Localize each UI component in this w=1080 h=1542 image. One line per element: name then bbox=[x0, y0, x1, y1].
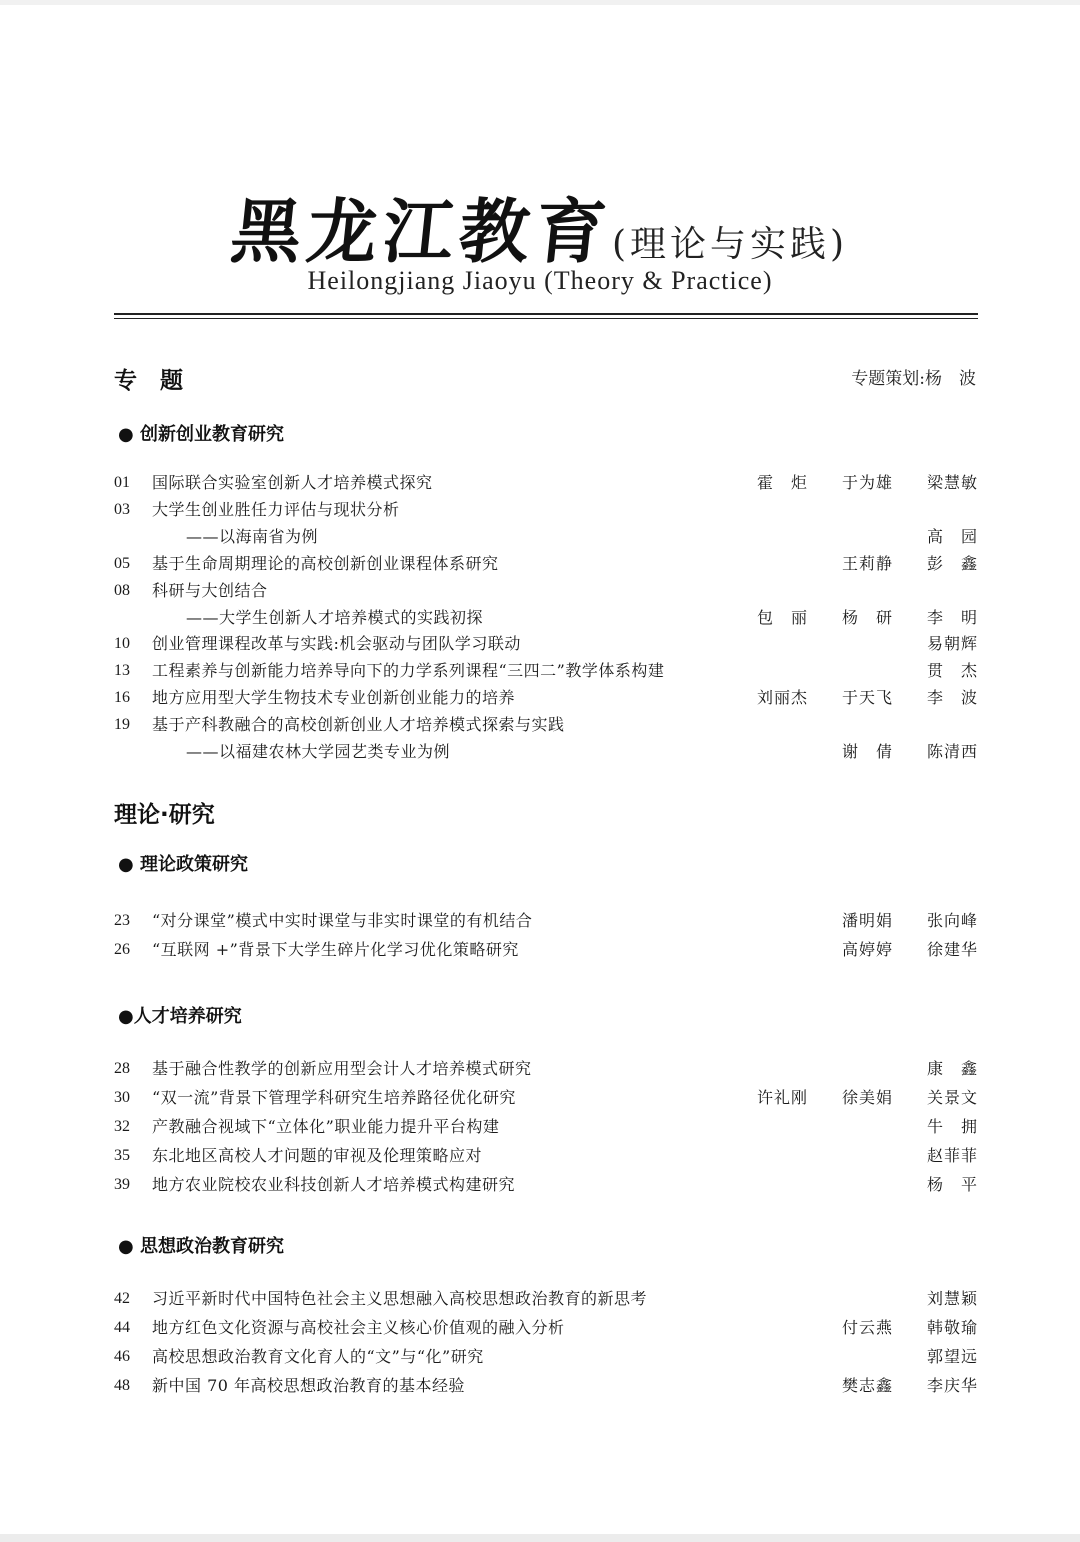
article-authors: 康 鑫 bbox=[926, 1059, 978, 1078]
article-title: 基于融合性教学的创新应用型会计人才培养模式研究 bbox=[152, 1059, 532, 1078]
article-title: 东北地区高校人才问题的审视及伦理策略应对 bbox=[152, 1146, 483, 1165]
article-title: 科研与大创结合 bbox=[152, 581, 268, 600]
page-number: 35 bbox=[114, 1147, 130, 1164]
article-authors: 郭望远 bbox=[926, 1347, 978, 1366]
article-title: 大学生创业胜任力评估与现状分析 bbox=[152, 500, 400, 519]
article-authors: 易朝辉 bbox=[926, 634, 978, 653]
article-title: 国际联合实验室创新人才培养模式探究 bbox=[152, 473, 433, 492]
article-authors: 杨 平 bbox=[926, 1175, 978, 1194]
article-authors: 谢 倩 陈清西 bbox=[841, 742, 978, 761]
toc-entry[interactable] bbox=[114, 1057, 978, 1081]
article-authors: 贯 杰 bbox=[926, 661, 978, 680]
article-subtitle: ——大学生创新人才培养模式的实践初探 bbox=[186, 608, 484, 627]
article-title: 地方农业院校农业科技创新人才培养模式构建研究 bbox=[152, 1175, 516, 1194]
toc-entry[interactable] bbox=[114, 552, 978, 576]
article-title: “互联网 +”背景下大学生碎片化学习优化策略研究 bbox=[152, 940, 519, 959]
article-authors: 赵菲菲 bbox=[926, 1146, 978, 1165]
article-title: 工程素养与创新能力培养导向下的力学系列课程“三四二”教学体系构建 bbox=[152, 661, 665, 680]
toc-entry[interactable] bbox=[114, 1173, 978, 1197]
page-number: 39 bbox=[114, 1176, 130, 1193]
article-title: 基于产科教融合的高校创新创业人才培养模式探索与实践 bbox=[152, 715, 565, 734]
article-authors: 潘明娟 张向峰 bbox=[841, 911, 978, 930]
toc-entry[interactable] bbox=[114, 686, 978, 710]
toc-entry[interactable] bbox=[114, 1086, 978, 1110]
group-heading-ideology: ● 思想政治教育研究 bbox=[118, 1236, 284, 1257]
toc-entry[interactable] bbox=[114, 1316, 978, 1340]
bottom-edge bbox=[0, 1534, 1080, 1542]
group-heading-talent: ●人才培养研究 bbox=[118, 1006, 242, 1027]
topic-planner: 专题策划:杨 波 bbox=[851, 369, 976, 389]
section-heading-theory: 理论·研究 bbox=[114, 802, 215, 828]
page-number: 03 bbox=[114, 501, 130, 518]
page-number: 48 bbox=[114, 1377, 130, 1394]
article-authors: 包 丽 杨 研 李 明 bbox=[756, 608, 978, 627]
page-number: 42 bbox=[114, 1290, 130, 1307]
article-title: 产教融合视域下“立体化”职业能力提升平台构建 bbox=[152, 1117, 500, 1136]
header-rule-thick bbox=[114, 313, 978, 315]
article-title: 创业管理课程改革与实践:机会驱动与团队学习联动 bbox=[152, 634, 521, 653]
toc-entry[interactable] bbox=[114, 632, 978, 656]
article-title: 基于生命周期理论的高校创新创业课程体系研究 bbox=[152, 554, 499, 573]
page-number: 46 bbox=[114, 1348, 130, 1365]
article-authors: 高 园 bbox=[926, 527, 978, 546]
article-authors: 付云燕 韩敬瑜 bbox=[841, 1318, 978, 1337]
toc-entry-subtitle[interactable] bbox=[114, 525, 978, 549]
page-number: 13 bbox=[114, 662, 130, 679]
toc-entry[interactable] bbox=[114, 909, 978, 933]
article-authors: 许礼刚 徐美娟 关景文 bbox=[756, 1088, 978, 1107]
page-number: 10 bbox=[114, 635, 130, 652]
toc-entry[interactable] bbox=[114, 713, 978, 737]
page-number: 32 bbox=[114, 1118, 130, 1135]
page-number: 30 bbox=[114, 1089, 130, 1106]
toc-entry[interactable] bbox=[114, 938, 978, 962]
group-heading-innovation: ● 创新创业教育研究 bbox=[118, 424, 284, 445]
article-authors: 刘慧颖 bbox=[926, 1289, 978, 1308]
page-number: 26 bbox=[114, 941, 130, 958]
page-number: 23 bbox=[114, 912, 130, 929]
journal-title-cn: 黑龙江教育 bbox=[227, 190, 616, 273]
article-title: “对分课堂”模式中实时课堂与非实时课堂的有机结合 bbox=[152, 911, 533, 930]
toc-entry[interactable] bbox=[114, 1115, 978, 1139]
top-edge bbox=[0, 0, 1080, 5]
toc-entry[interactable] bbox=[114, 579, 978, 603]
group-heading-policy: ● 理论政策研究 bbox=[118, 854, 248, 875]
section-heading-special: 专 题 bbox=[114, 368, 183, 394]
page-number: 08 bbox=[114, 582, 130, 599]
toc-entry-subtitle[interactable] bbox=[114, 740, 978, 764]
article-title: 习近平新时代中国特色社会主义思想融入高校思想政治教育的新思考 bbox=[152, 1289, 648, 1308]
article-authors: 霍 炬 于为雄 梁慧敏 bbox=[756, 473, 978, 492]
article-title: 高校思想政治教育文化育人的“文”与“化”研究 bbox=[152, 1347, 484, 1366]
journal-title-subtitle: (理论与实践) bbox=[611, 224, 849, 265]
page-number: 16 bbox=[114, 689, 130, 706]
header-rule-thin bbox=[114, 318, 978, 319]
article-title: “双一流”背景下管理学科研究生培养路径优化研究 bbox=[152, 1088, 516, 1107]
article-title: 地方红色文化资源与高校社会主义核心价值观的融入分析 bbox=[152, 1318, 565, 1337]
toc-entry[interactable] bbox=[114, 659, 978, 683]
article-authors: 牛 拥 bbox=[926, 1117, 978, 1136]
journal-masthead bbox=[0, 176, 1080, 277]
toc-entry[interactable] bbox=[114, 498, 978, 522]
article-authors: 王莉静 彭 鑫 bbox=[841, 554, 978, 573]
article-authors: 高婷婷 徐建华 bbox=[841, 940, 978, 959]
toc-entry[interactable] bbox=[114, 1144, 978, 1168]
toc-entry[interactable] bbox=[114, 1345, 978, 1369]
journal-title-en: Heilongjiang Jiaoyu (Theory & Practice) bbox=[307, 266, 773, 295]
article-authors: 樊志鑫 李庆华 bbox=[841, 1376, 978, 1395]
page-number: 05 bbox=[114, 555, 130, 572]
article-authors: 刘丽杰 于天飞 李 波 bbox=[756, 688, 978, 707]
toc-entry[interactable] bbox=[114, 1287, 978, 1311]
article-subtitle: ——以福建农林大学园艺类专业为例 bbox=[186, 742, 451, 761]
page-number: 01 bbox=[114, 474, 130, 491]
article-title: 新中国 70 年高校思想政治教育的基本经验 bbox=[152, 1376, 466, 1395]
article-title: 地方应用型大学生物技术专业创新创业能力的培养 bbox=[152, 688, 516, 707]
toc-entry[interactable] bbox=[114, 1374, 978, 1398]
page-number: 28 bbox=[114, 1060, 130, 1077]
toc-entry[interactable] bbox=[114, 471, 978, 495]
page-number: 44 bbox=[114, 1319, 130, 1336]
toc-entry-subtitle[interactable] bbox=[114, 606, 978, 630]
page-number: 19 bbox=[114, 716, 130, 733]
article-subtitle: ——以海南省为例 bbox=[186, 527, 319, 546]
